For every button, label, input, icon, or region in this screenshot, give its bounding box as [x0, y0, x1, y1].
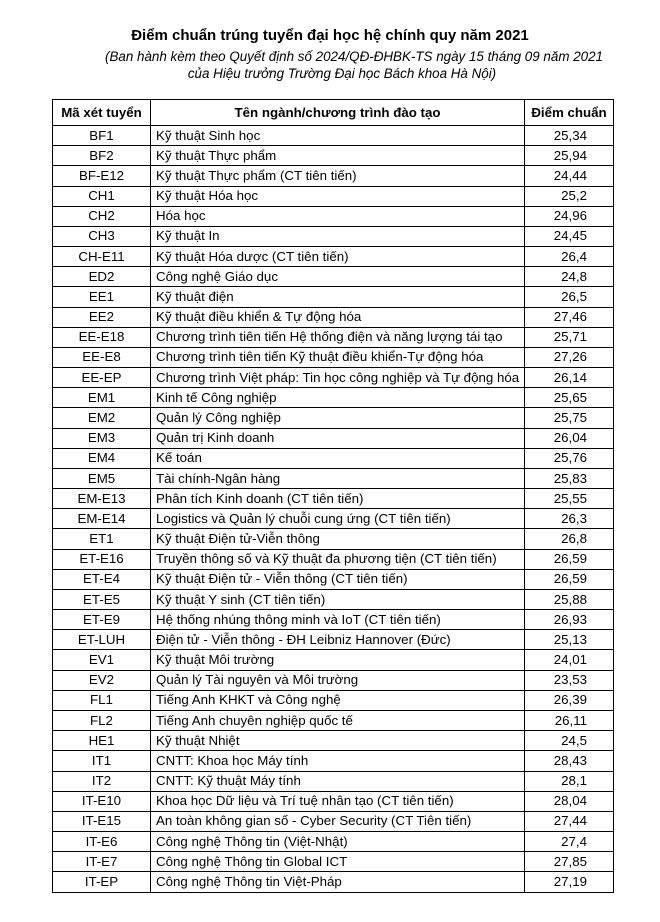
table-row — [53, 589, 614, 609]
table-row — [53, 650, 614, 670]
program-code: BF-E12 — [53, 166, 151, 186]
program-name: Logistics và Quản lý chuỗi cung ứng (CT tiên tiến) — [151, 509, 525, 529]
table-row — [53, 710, 614, 730]
cutoff-score: 27,85 — [525, 852, 614, 872]
table-row — [53, 751, 614, 771]
cutoff-score: 28,1 — [525, 771, 614, 791]
program-name: Tài chính-Ngân hàng — [151, 468, 525, 488]
cutoff-score: 24,5 — [525, 731, 614, 751]
table-row — [53, 166, 614, 186]
program-code: EM2 — [53, 408, 151, 428]
program-code: CH-E11 — [53, 247, 151, 267]
program-name: CNTT: Kỹ thuật Máy tính — [151, 771, 525, 791]
program-code: FL2 — [53, 710, 151, 730]
cutoff-score: 24,96 — [525, 206, 614, 226]
cutoff-score: 26,8 — [525, 529, 614, 549]
table-row — [53, 368, 614, 388]
program-code: IT-E15 — [53, 811, 151, 831]
cutoff-score: 25,88 — [525, 589, 614, 609]
table-row — [53, 126, 614, 146]
header-code: Mã xét tuyển — [53, 100, 151, 126]
program-code: ET-E16 — [53, 549, 151, 569]
program-name: Quản lý Công nghiệp — [151, 408, 525, 428]
program-code: IT-E10 — [53, 791, 151, 811]
header-score: Điểm chuẩn — [525, 100, 614, 126]
table-row — [53, 852, 614, 872]
program-code: ET-E4 — [53, 569, 151, 589]
document-subtitle-line1: (Ban hành kèm theo Quyết định số 2024/QĐ-ĐHBK-TS ngày 15 tháng 09 năm 2021 — [105, 49, 603, 64]
cutoff-score: 25,2 — [525, 186, 614, 206]
table-row — [53, 247, 614, 267]
program-name: Kế toán — [151, 448, 525, 468]
program-name: Kỹ thuật Sinh học — [151, 126, 525, 146]
table-row — [53, 226, 614, 246]
cutoff-score: 24,01 — [525, 650, 614, 670]
cutoff-score: 26,4 — [525, 247, 614, 267]
table-row — [53, 267, 614, 287]
table-row — [53, 771, 614, 791]
table-row — [53, 489, 614, 509]
program-name: Hệ thống nhúng thông minh và IoT (CT tiên tiến) — [151, 610, 525, 630]
cutoff-score: 27,44 — [525, 811, 614, 831]
program-name: Kỹ thuật Hóa dược (CT tiên tiến) — [151, 247, 525, 267]
table-row — [53, 307, 614, 327]
header-program-name: Tên ngành/chương trình đào tạo — [151, 100, 525, 126]
admission-scores-table — [52, 99, 614, 893]
program-code: ET-E9 — [53, 610, 151, 630]
table-row — [53, 832, 614, 852]
table-row — [53, 287, 614, 307]
table-row — [53, 610, 614, 630]
cutoff-score: 25,76 — [525, 448, 614, 468]
program-name: An toàn không gian số - Cyber Security (CT Tiên tiến) — [151, 811, 525, 831]
table-row — [53, 630, 614, 650]
program-name: Kỹ thuật Hóa học — [151, 186, 525, 206]
program-name: Công nghệ Thông tin Global ICT — [151, 852, 525, 872]
program-name: Truyền thông số và Kỹ thuật đa phương tiện (CT tiên tiến) — [151, 549, 525, 569]
table-row — [53, 731, 614, 751]
table-row — [53, 811, 614, 831]
program-code: EM5 — [53, 468, 151, 488]
table-row — [53, 186, 614, 206]
program-name: Chương trình tiên tiến Kỹ thuật điều khiển-Tự động hóa — [151, 347, 525, 367]
program-name: Quản lý Tài nguyên và Môi trường — [151, 670, 525, 690]
cutoff-score: 25,94 — [525, 146, 614, 166]
program-code: EE-E8 — [53, 347, 151, 367]
cutoff-score: 25,83 — [525, 468, 614, 488]
program-name: Kỹ thuật điện — [151, 287, 525, 307]
program-name: Chương trình Việt pháp: Tin học công nghiệp và Tự động hóa — [151, 368, 525, 388]
program-code: CH1 — [53, 186, 151, 206]
cutoff-score: 27,19 — [525, 872, 614, 892]
program-code: EV1 — [53, 650, 151, 670]
cutoff-score: 24,44 — [525, 166, 614, 186]
table-row — [53, 791, 614, 811]
table-row — [53, 347, 614, 367]
program-name: Kỹ thuật Điện tử - Viễn thông (CT tiên tiến) — [151, 569, 525, 589]
cutoff-score: 27,46 — [525, 307, 614, 327]
table-row — [53, 448, 614, 468]
program-name: Kỹ thuật điều khiển & Tự động hóa — [151, 307, 525, 327]
program-name: Kỹ thuật Thực phẩm — [151, 146, 525, 166]
table-row — [53, 569, 614, 589]
cutoff-score: 26,59 — [525, 569, 614, 589]
program-name: Kinh tế Công nghiệp — [151, 388, 525, 408]
program-code: CH2 — [53, 206, 151, 226]
program-name: Công nghệ Giáo dục — [151, 267, 525, 287]
cutoff-score: 27,4 — [525, 832, 614, 852]
table-row — [53, 529, 614, 549]
program-name: Tiếng Anh KHKT và Công nghệ — [151, 690, 525, 710]
program-code: IT-EP — [53, 872, 151, 892]
program-code: BF1 — [53, 126, 151, 146]
table-row — [53, 549, 614, 569]
table-row — [53, 468, 614, 488]
cutoff-score: 27,26 — [525, 347, 614, 367]
cutoff-score: 26,14 — [525, 368, 614, 388]
program-code: IT-E6 — [53, 832, 151, 852]
table-row — [53, 670, 614, 690]
program-code: IT2 — [53, 771, 151, 791]
table-header-row — [53, 100, 614, 126]
cutoff-score: 25,34 — [525, 126, 614, 146]
program-code: ET-LUH — [53, 630, 151, 650]
table-body — [53, 126, 614, 893]
program-code: ET1 — [53, 529, 151, 549]
program-code: EE2 — [53, 307, 151, 327]
program-code: EM-E14 — [53, 509, 151, 529]
program-name: Tiếng Anh chuyên nghiệp quốc tế — [151, 710, 525, 730]
cutoff-score: 26,11 — [525, 710, 614, 730]
program-code: EE-EP — [53, 368, 151, 388]
program-code: FL1 — [53, 690, 151, 710]
program-name: CNTT: Khoa học Máy tính — [151, 751, 525, 771]
table-row — [53, 206, 614, 226]
cutoff-score: 25,55 — [525, 489, 614, 509]
program-name: Kỹ thuật Y sinh (CT tiên tiến) — [151, 589, 525, 609]
program-name: Công nghệ Thông tin (Việt-Nhật) — [151, 832, 525, 852]
cutoff-score: 28,04 — [525, 791, 614, 811]
cutoff-score: 26,39 — [525, 690, 614, 710]
table-row — [53, 509, 614, 529]
program-code: EM4 — [53, 448, 151, 468]
table-row — [53, 690, 614, 710]
table-row — [53, 428, 614, 448]
document-title: Điểm chuẩn trúng tuyển đại học hệ chính quy năm 2021 — [131, 27, 529, 44]
cutoff-score: 24,45 — [525, 226, 614, 246]
program-code: IT1 — [53, 751, 151, 771]
program-name: Kỹ thuật Nhiệt — [151, 731, 525, 751]
cutoff-score: 25,75 — [525, 408, 614, 428]
table-row — [53, 872, 614, 892]
program-code: EE1 — [53, 287, 151, 307]
table-row — [53, 327, 614, 347]
program-code: ET-E5 — [53, 589, 151, 609]
cutoff-score: 26,3 — [525, 509, 614, 529]
table-row — [53, 388, 614, 408]
cutoff-score: 23,53 — [525, 670, 614, 690]
cutoff-score: 24,8 — [525, 267, 614, 287]
cutoff-score: 26,93 — [525, 610, 614, 630]
cutoff-score: 26,5 — [525, 287, 614, 307]
program-code: EM3 — [53, 428, 151, 448]
cutoff-score: 26,59 — [525, 549, 614, 569]
program-name: Quản trị Kinh doanh — [151, 428, 525, 448]
program-name: Điện tử - Viễn thông - ĐH Leibniz Hannover (Đức) — [151, 630, 525, 650]
cutoff-score: 25,65 — [525, 388, 614, 408]
program-code: EM-E13 — [53, 489, 151, 509]
program-code: BF2 — [53, 146, 151, 166]
program-name: Chương trình tiên tiến Hệ thống điện và năng lượng tái tạo — [151, 327, 525, 347]
program-code: IT-E7 — [53, 852, 151, 872]
program-name: Phân tích Kinh doanh (CT tiên tiến) — [151, 489, 525, 509]
table-row — [53, 146, 614, 166]
table-row — [53, 408, 614, 428]
cutoff-score: 26,04 — [525, 428, 614, 448]
cutoff-score: 28,43 — [525, 751, 614, 771]
program-code: EM1 — [53, 388, 151, 408]
program-code: EE-E18 — [53, 327, 151, 347]
program-name: Khoa học Dữ liệu và Trí tuệ nhân tạo (CT tiên tiến) — [151, 791, 525, 811]
document-subtitle-line2: của Hiệu trưởng Trường Đại học Bách khoa Hà Nội) — [187, 66, 497, 81]
cutoff-score: 25,13 — [525, 630, 614, 650]
program-name: Kỹ thuật Môi trường — [151, 650, 525, 670]
cutoff-score: 25,71 — [525, 327, 614, 347]
program-name: Hóa học — [151, 206, 525, 226]
program-code: HE1 — [53, 731, 151, 751]
program-code: EV2 — [53, 670, 151, 690]
program-name: Kỹ thuật In — [151, 226, 525, 246]
program-code: ED2 — [53, 267, 151, 287]
program-name: Kỹ thuật Điện tử-Viễn thông — [151, 529, 525, 549]
program-name: Công nghệ Thông tin Việt-Pháp — [151, 872, 525, 892]
program-name: Kỹ thuật Thực phẩm (CT tiên tiến) — [151, 166, 525, 186]
program-code: CH3 — [53, 226, 151, 246]
